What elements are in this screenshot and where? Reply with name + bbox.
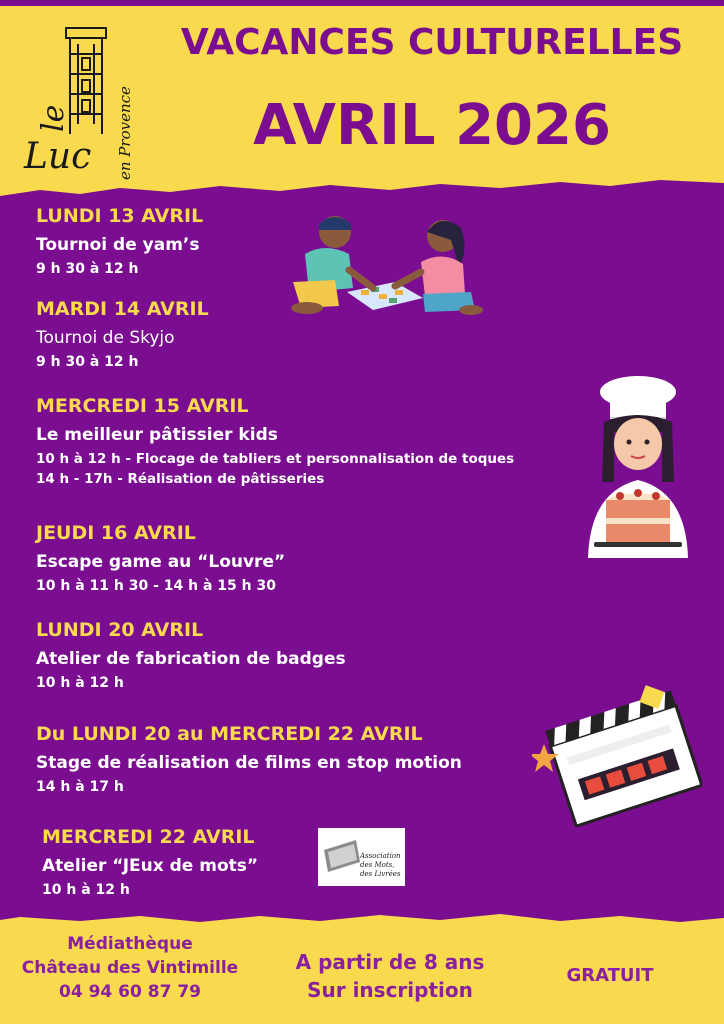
registration-note: Sur inscription <box>307 978 473 1002</box>
event-title: Atelier de fabrication de badges <box>36 649 346 669</box>
chef-with-cake-illustration <box>568 372 708 562</box>
page-title: VACANCES CULTURELLES <box>180 22 684 63</box>
event-day: MERCREDI 15 AVRIL <box>36 395 249 417</box>
event-5 <box>36 619 346 691</box>
association-name: Association des Mots, des Livrées <box>360 852 401 878</box>
logo-text-provence: en Provence <box>116 86 134 180</box>
event-3 <box>36 395 514 487</box>
venue-phone: 04 94 60 87 79 <box>59 982 201 1002</box>
event-time: 9 h 30 à 12 h <box>36 354 139 370</box>
event-time: 14 h à 17 h <box>36 779 124 795</box>
event-time: 10 h à 11 h 30 - 14 h à 15 h 30 <box>36 578 276 594</box>
audience-info <box>270 948 510 1004</box>
price-label: GRATUIT <box>566 965 654 986</box>
event-7 <box>42 826 258 898</box>
page-subtitle: AVRIL 2026 <box>253 93 611 158</box>
age-requirement: A partir de 8 ans <box>295 950 485 974</box>
venue-info <box>10 932 250 1004</box>
top-purple-strip <box>0 0 724 6</box>
event-day: MARDI 14 AVRIL <box>36 298 209 320</box>
venue-name: Médiathèque <box>67 934 193 954</box>
event-title: Stage de réalisation de films en stop motion <box>36 753 462 773</box>
logo-text-luc: Luc <box>24 136 92 177</box>
event-1 <box>36 205 203 277</box>
event-title: Atelier “JEux de mots” <box>42 856 259 876</box>
event-title: Escape game au “Louvre” <box>36 552 286 572</box>
le-luc-logo <box>18 20 134 180</box>
event-day: Du LUNDI 20 au MERCREDI 22 AVRIL <box>36 723 423 745</box>
kids-board-game-illustration <box>275 210 490 318</box>
event-2 <box>36 298 209 370</box>
event-day: LUNDI 13 AVRIL <box>36 205 204 227</box>
association-logo <box>318 828 405 886</box>
logo-text-le: le <box>36 104 71 132</box>
event-time: 10 h à 12 h <box>42 882 130 898</box>
event-day: JEUDI 16 AVRIL <box>36 522 196 544</box>
clapperboard-illustration <box>532 682 702 827</box>
event-title: Le meilleur pâtissier kids <box>36 425 278 445</box>
event-time: 10 h à 12 h <box>36 675 124 691</box>
event-title: Tournoi de yam’s <box>36 235 200 255</box>
event-title: Tournoi de Skyjo <box>36 328 175 348</box>
event-4 <box>36 522 285 594</box>
event-time: 10 h à 12 h - Flocage de tabliers et personnalisation de toques <box>36 451 515 467</box>
event-day: LUNDI 20 AVRIL <box>36 619 204 641</box>
event-6 <box>36 723 462 795</box>
book-icon <box>322 836 362 876</box>
event-time: 14 h - 17h - Réalisation de pâtisseries <box>36 471 325 487</box>
venue-location: Château des Vintimille <box>21 958 239 978</box>
event-day: MERCREDI 22 AVRIL <box>42 826 255 848</box>
event-time: 9 h 30 à 12 h <box>36 261 139 277</box>
